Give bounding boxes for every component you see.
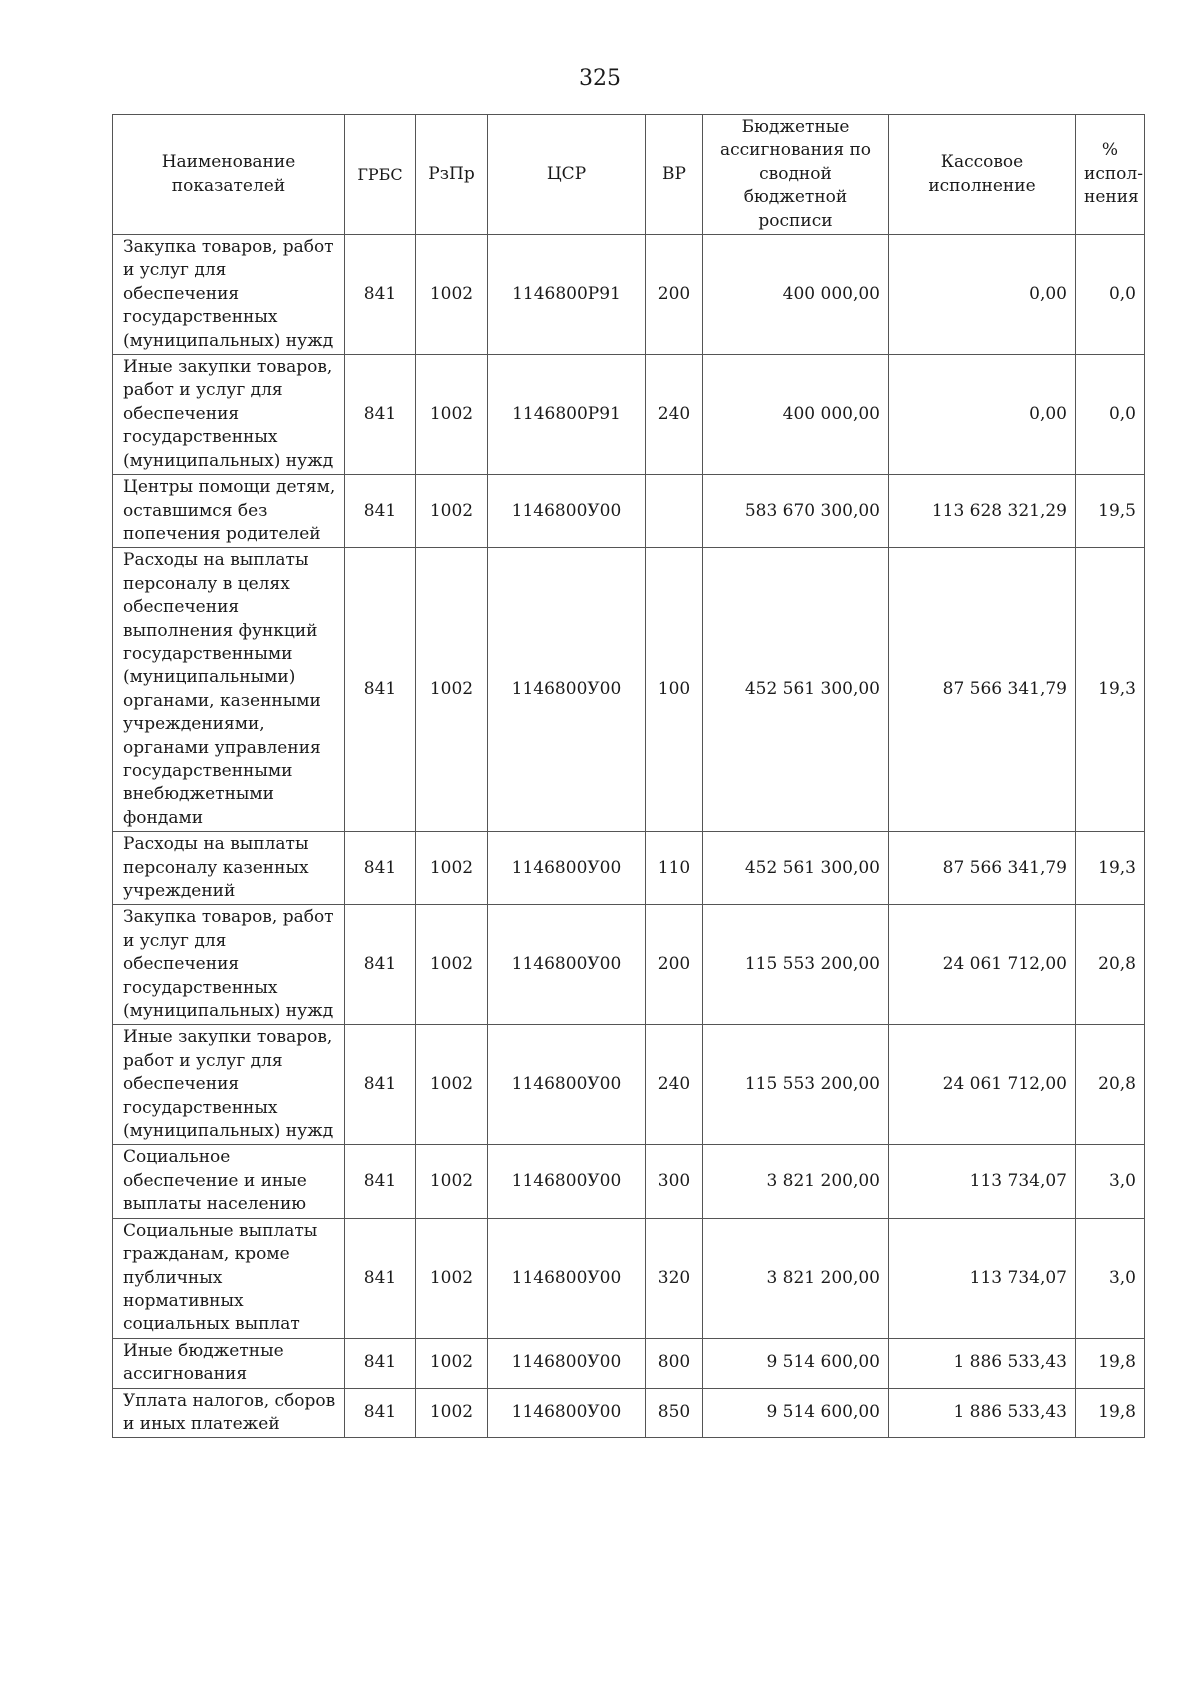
cell-rzpr: 1002 <box>416 355 488 475</box>
cell-csr: 1146800У00 <box>488 1025 646 1145</box>
cell-grbs: 841 <box>345 1388 416 1438</box>
header-pct: % испол-нения <box>1076 115 1145 235</box>
cell-pct: 19,3 <box>1076 548 1145 832</box>
cell-cash: 0,00 <box>889 355 1076 475</box>
cell-grbs: 841 <box>345 355 416 475</box>
cell-grbs: 841 <box>345 905 416 1025</box>
cell-cash: 113 734,07 <box>889 1145 1076 1218</box>
cell-rzpr: 1002 <box>416 832 488 905</box>
cell-grbs: 841 <box>345 548 416 832</box>
header-name: Наименование показателей <box>113 115 345 235</box>
cell-rzpr: 1002 <box>416 1388 488 1438</box>
page-number: 325 <box>579 66 621 91</box>
cell-pct: 0,0 <box>1076 235 1145 355</box>
cell-cash: 0,00 <box>889 235 1076 355</box>
header-vr: ВР <box>646 115 703 235</box>
cell-vr: 800 <box>646 1338 703 1388</box>
cell-vr: 240 <box>646 355 703 475</box>
cell-csr: 1146800У00 <box>488 475 646 548</box>
table-row <box>113 548 1145 832</box>
cell-cash: 87 566 341,79 <box>889 832 1076 905</box>
cell-rzpr: 1002 <box>416 235 488 355</box>
cell-name: Уплата налогов, сборов и иных платежей <box>113 1388 345 1438</box>
cell-vr: 300 <box>646 1145 703 1218</box>
table-row <box>113 832 1145 905</box>
table-row <box>113 1338 1145 1388</box>
cell-vr: 200 <box>646 905 703 1025</box>
cell-csr: 1146800P91 <box>488 355 646 475</box>
cell-budget: 452 561 300,00 <box>703 548 889 832</box>
cell-rzpr: 1002 <box>416 548 488 832</box>
cell-cash: 1 886 533,43 <box>889 1338 1076 1388</box>
cell-budget: 400 000,00 <box>703 355 889 475</box>
header-budget: Бюджетные ассигнования по сводной бюджетной росписи <box>703 115 889 235</box>
cell-budget: 400 000,00 <box>703 235 889 355</box>
cell-pct: 19,8 <box>1076 1338 1145 1388</box>
table-row <box>113 1025 1145 1145</box>
cell-grbs: 841 <box>345 475 416 548</box>
cell-pct: 19,5 <box>1076 475 1145 548</box>
cell-pct: 3,0 <box>1076 1145 1145 1218</box>
cell-cash: 113 628 321,29 <box>889 475 1076 548</box>
cell-budget: 9 514 600,00 <box>703 1388 889 1438</box>
table-row <box>113 905 1145 1025</box>
header-cash: Кассовое исполнение <box>889 115 1076 235</box>
cell-pct: 19,3 <box>1076 832 1145 905</box>
cell-pct: 0,0 <box>1076 355 1145 475</box>
cell-vr: 850 <box>646 1388 703 1438</box>
header-csr: ЦСР <box>488 115 646 235</box>
cell-grbs: 841 <box>345 1218 416 1338</box>
cell-cash: 87 566 341,79 <box>889 548 1076 832</box>
cell-pct: 3,0 <box>1076 1218 1145 1338</box>
cell-name: Социальное обеспечение и иные выплаты населению <box>113 1145 345 1218</box>
table-row <box>113 1388 1145 1438</box>
cell-grbs: 841 <box>345 1145 416 1218</box>
cell-name: Расходы на выплаты персоналу в целях обеспечения выполнения функций государственными (муниципальными) органами, казенными учреждениями, органами управления государственными внебюджетными фондами <box>113 548 345 832</box>
table-row <box>113 1145 1145 1218</box>
cell-rzpr: 1002 <box>416 1025 488 1145</box>
cell-csr: 1146800У00 <box>488 905 646 1025</box>
cell-budget: 583 670 300,00 <box>703 475 889 548</box>
cell-budget: 115 553 200,00 <box>703 1025 889 1145</box>
cell-rzpr: 1002 <box>416 475 488 548</box>
cell-csr: 1146800У00 <box>488 1145 646 1218</box>
header-grbs: ГРБС <box>345 115 416 235</box>
cell-budget: 3 821 200,00 <box>703 1218 889 1338</box>
cell-vr: 320 <box>646 1218 703 1338</box>
header-row <box>113 115 1145 235</box>
cell-vr: 200 <box>646 235 703 355</box>
table-row <box>113 235 1145 355</box>
cell-cash: 24 061 712,00 <box>889 1025 1076 1145</box>
cell-budget: 452 561 300,00 <box>703 832 889 905</box>
cell-name: Иные бюджетные ассигнования <box>113 1338 345 1388</box>
cell-grbs: 841 <box>345 1025 416 1145</box>
table-row <box>113 1218 1145 1338</box>
cell-name: Центры помощи детям, оставшимся без попечения родителей <box>113 475 345 548</box>
cell-vr: 110 <box>646 832 703 905</box>
cell-rzpr: 1002 <box>416 1218 488 1338</box>
cell-vr <box>646 475 703 548</box>
cell-vr: 240 <box>646 1025 703 1145</box>
cell-name: Закупка товаров, работ и услуг для обеспечения государственных (муниципальных) нужд <box>113 235 345 355</box>
cell-vr: 100 <box>646 548 703 832</box>
cell-pct: 20,8 <box>1076 1025 1145 1145</box>
table-row <box>113 475 1145 548</box>
cell-grbs: 841 <box>345 832 416 905</box>
header-rzpr: РзПр <box>416 115 488 235</box>
cell-rzpr: 1002 <box>416 905 488 1025</box>
cell-grbs: 841 <box>345 1338 416 1388</box>
cell-name: Иные закупки товаров, работ и услуг для обеспечения государственных (муниципальных) нужд <box>113 1025 345 1145</box>
cell-rzpr: 1002 <box>416 1145 488 1218</box>
cell-pct: 19,8 <box>1076 1388 1145 1438</box>
cell-name: Социальные выплаты гражданам, кроме публичных нормативных социальных выплат <box>113 1218 345 1338</box>
cell-pct: 20,8 <box>1076 905 1145 1025</box>
cell-csr: 1146800P91 <box>488 235 646 355</box>
cell-rzpr: 1002 <box>416 1338 488 1388</box>
cell-csr: 1146800У00 <box>488 1388 646 1438</box>
budget-table <box>112 114 1145 1438</box>
cell-budget: 3 821 200,00 <box>703 1145 889 1218</box>
cell-budget: 115 553 200,00 <box>703 905 889 1025</box>
cell-csr: 1146800У00 <box>488 548 646 832</box>
table-row <box>113 355 1145 475</box>
cell-name: Расходы на выплаты персоналу казенных учреждений <box>113 832 345 905</box>
cell-csr: 1146800У00 <box>488 1218 646 1338</box>
cell-budget: 9 514 600,00 <box>703 1338 889 1388</box>
cell-csr: 1146800У00 <box>488 1338 646 1388</box>
cell-grbs: 841 <box>345 235 416 355</box>
cell-cash: 1 886 533,43 <box>889 1388 1076 1438</box>
cell-cash: 24 061 712,00 <box>889 905 1076 1025</box>
cell-name: Иные закупки товаров, работ и услуг для обеспечения государственных (муниципальных) нужд <box>113 355 345 475</box>
cell-name: Закупка товаров, работ и услуг для обеспечения государственных (муниципальных) нужд <box>113 905 345 1025</box>
cell-cash: 113 734,07 <box>889 1218 1076 1338</box>
cell-csr: 1146800У00 <box>488 832 646 905</box>
